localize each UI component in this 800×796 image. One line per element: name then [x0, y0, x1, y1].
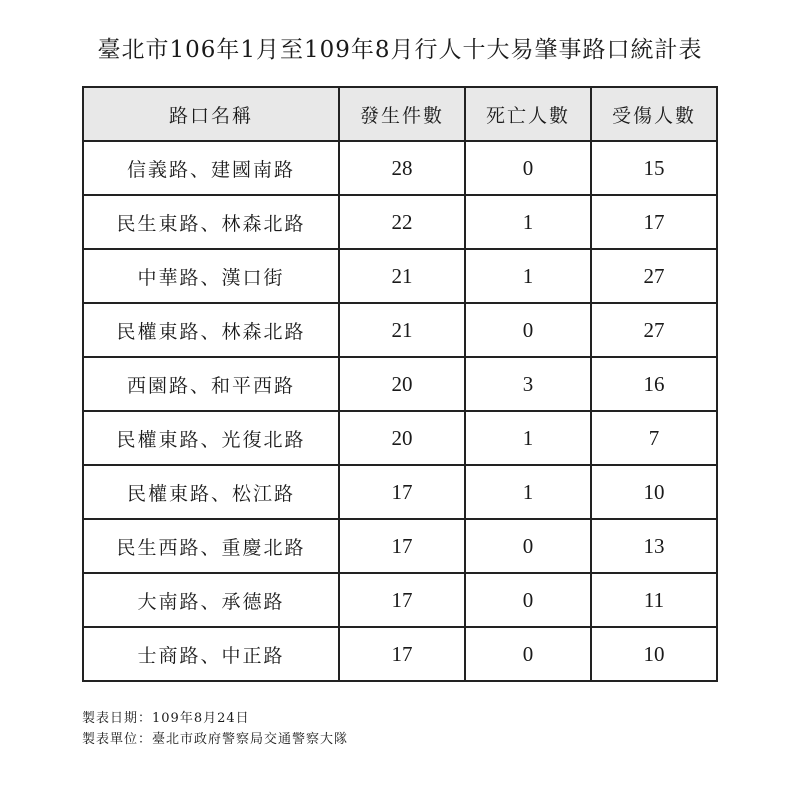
injury-count: 15 [591, 141, 717, 195]
table-row [83, 573, 717, 627]
intersection-name: 民權東路、松江路 [83, 465, 339, 519]
table-row [83, 249, 717, 303]
intersection-name: 西園路、和平西路 [83, 357, 339, 411]
incident-count: 28 [339, 141, 465, 195]
table-row [83, 519, 717, 573]
death-count: 1 [465, 411, 591, 465]
intersection-name: 中華路、漢口街 [83, 249, 339, 303]
incident-count: 17 [339, 519, 465, 573]
header-deaths: 死亡人數 [465, 87, 591, 141]
incident-count: 21 [339, 303, 465, 357]
injury-count: 27 [591, 249, 717, 303]
death-count: 0 [465, 573, 591, 627]
intersection-name: 民生東路、林森北路 [83, 195, 339, 249]
intersection-name: 民權東路、林森北路 [83, 303, 339, 357]
incident-count: 17 [339, 465, 465, 519]
incident-count: 22 [339, 195, 465, 249]
incident-count: 17 [339, 573, 465, 627]
incident-count: 17 [339, 627, 465, 681]
death-count: 3 [465, 357, 591, 411]
header-intersection-name: 路口名稱 [83, 87, 339, 141]
injury-count: 16 [591, 357, 717, 411]
page-title: 臺北市106年1月至109年8月行人十大易肇事路口統計表 [97, 37, 703, 63]
incident-count: 21 [339, 249, 465, 303]
incident-count: 20 [339, 357, 465, 411]
death-count: 0 [465, 303, 591, 357]
intersection-name: 大南路、承德路 [83, 573, 339, 627]
table-footer [82, 708, 348, 750]
table-row [83, 465, 717, 519]
injury-count: 11 [591, 573, 717, 627]
table-row [83, 357, 717, 411]
death-count: 1 [465, 195, 591, 249]
injury-count: 10 [591, 627, 717, 681]
table-header [83, 87, 717, 141]
table-row [83, 303, 717, 357]
death-count: 0 [465, 141, 591, 195]
death-count: 0 [465, 627, 591, 681]
intersection-name: 士商路、中正路 [83, 627, 339, 681]
header-injuries: 受傷人數 [591, 87, 717, 141]
intersection-name: 民權東路、光復北路 [83, 411, 339, 465]
intersection-name: 民生西路、重慶北路 [83, 519, 339, 573]
injury-count: 27 [591, 303, 717, 357]
header-row [83, 87, 717, 141]
injury-count: 13 [591, 519, 717, 573]
compiled-date: 製表日期：109年8月24日 [82, 711, 250, 726]
compiled-by: 製表單位：臺北市政府警察局交通警察大隊 [82, 732, 349, 747]
death-count: 1 [465, 249, 591, 303]
header-incidents: 發生件數 [339, 87, 465, 141]
death-count: 0 [465, 519, 591, 573]
table-body [83, 141, 717, 681]
injury-count: 7 [591, 411, 717, 465]
injury-count: 10 [591, 465, 717, 519]
death-count: 1 [465, 465, 591, 519]
table-row [83, 627, 717, 681]
table-row [83, 411, 717, 465]
table-row [83, 195, 717, 249]
incident-count: 20 [339, 411, 465, 465]
injury-count: 17 [591, 195, 717, 249]
statistics-table [82, 86, 718, 682]
intersection-name: 信義路、建國南路 [83, 141, 339, 195]
table-row [83, 141, 717, 195]
